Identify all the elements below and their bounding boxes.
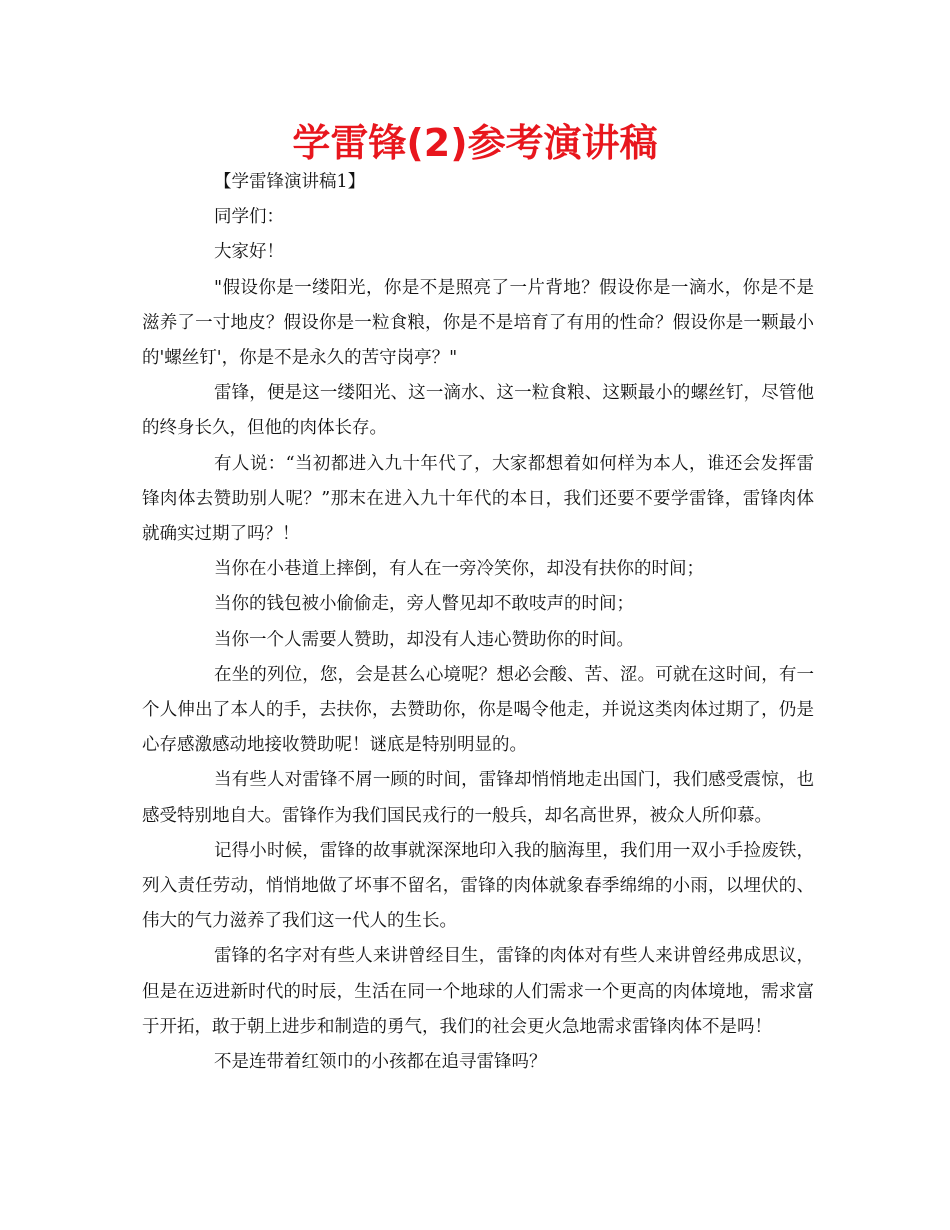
paragraph: 同学们： bbox=[214, 207, 284, 228]
paragraph: 记得小时候，雷锋的故事就深深地印入我的脑海里，我们用一双小手捡废铁，列入责任劳动，悄悄地做了坏事不留名，雷锋的肉体就象春季绵绵的小雨，以埋伏的、伟大的气力滋养了我们这一代人的生长。 bbox=[142, 840, 814, 932]
paragraph: 不是连带着红领巾的小孩都在追寻雷锋吗？ bbox=[214, 1052, 547, 1073]
paragraph: 当你一个人需要人赞助，却没有人违心赞助你的时间。 bbox=[214, 629, 634, 650]
paragraph: 有人说：“当初都进入九十年代了，大家都想着如何样为本人，谁还会发挥雷锋肉体去赞助别人呢？”那末在进入九十年代的本日，我们还要不要学雷锋，雷锋肉体就确实过期了吗？！ bbox=[142, 453, 814, 545]
paragraph: 当你在小巷道上摔倒，有人在一旁冷笑你，却没有扶你的时间； bbox=[214, 559, 704, 580]
paragraph: 当你的钱包被小偷偷走，旁人瞥见却不敢吱声的时间； bbox=[214, 594, 634, 615]
paragraph: "假设你是一缕阳光，你是不是照亮了一片背地？假设你是一滴水，你是不是滋养了一寸地皮？假设你是一粒食粮，你是不是培育了有用的性命？假设你是一颗最小的'螺丝钉'，你是不是永久的苦守岗亭？" bbox=[142, 277, 814, 369]
paragraph: 雷锋，便是这一缕阳光、这一滴水、这一粒食粮、这颗最小的螺丝钉，尽管他的终身长久，但他的肉体长存。 bbox=[142, 383, 814, 439]
paragraph: 大家好！ bbox=[214, 242, 284, 263]
paragraph: 当有些人对雷锋不屑一顾的时间，雷锋却悄悄地走出国门，我们感受震惊，也感受特别地自大。雷锋作为我们国民戎行的一般兵，却名高世界，被众人所仰慕。 bbox=[142, 770, 814, 826]
paragraph: 雷锋的名字对有些人来讲曾经目生，雷锋的肉体对有些人来讲曾经弗成思议，但是在迈进新时代的时辰，生活在同一个地球的人们需求一个更高的肉体境地，需求富于开拓，敢于朝上进步和制造的勇气，我们的社会更火急地需求雷锋肉体不是吗！ bbox=[142, 946, 814, 1037]
document-body bbox=[142, 165, 814, 1080]
document-title: 学雷锋(2)参考演讲稿 bbox=[292, 121, 658, 165]
section-heading: 【学雷锋演讲稿1】 bbox=[214, 172, 366, 192]
paragraph: 在坐的列位，您，会是甚么心境呢？想必会酸、苦、涩。可就在这时间，有一个人伸出了本人的手，去扶你，去赞助你，你是喝令他走，并说这类肉体过期了，仍是心存感激感动地接收赞助呢！谜底是特别明显的。 bbox=[142, 664, 814, 756]
